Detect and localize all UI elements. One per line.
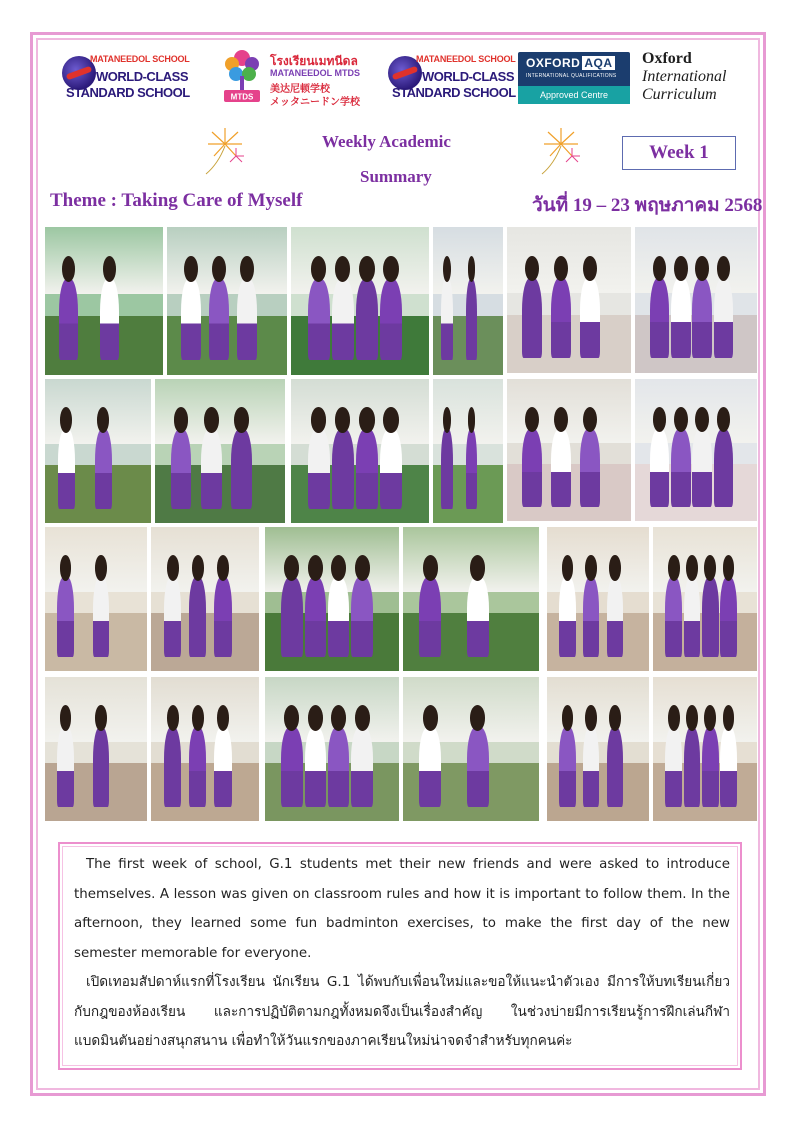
oic-line1: Oxford — [642, 50, 692, 67]
photo-student-writing — [506, 378, 632, 522]
photo-scouts-2 — [402, 526, 540, 672]
photo-students-badminton-3 — [290, 378, 430, 524]
photo-badminton-court-5 — [44, 676, 148, 822]
photo-badminton-court-4 — [652, 526, 758, 672]
photo-badminton-court-6 — [150, 676, 260, 822]
oxford-curriculum-logo — [642, 50, 726, 104]
school-logo-line2: STANDARD SCHOOL — [66, 85, 190, 100]
photo-students-praying — [44, 378, 152, 524]
school-logo-line1: WORLD-CLASS — [96, 69, 188, 84]
mtds-japanese-name: メッタニードン学校 — [270, 97, 360, 108]
photo-student-classwork — [634, 378, 758, 522]
oxford-aqa-subtitle: INTERNATIONAL QUALIFICATIONS — [526, 73, 617, 79]
oic-line2: International — [642, 68, 727, 85]
date-range: วันที่ 19 – 23 พฤษภาคม 2568 — [532, 195, 763, 216]
school-logo-title: MATANEEDOL SCHOOL — [90, 54, 190, 64]
photo-scouts-1 — [264, 526, 400, 672]
photo-badminton-court-2 — [150, 526, 260, 672]
firework-icon — [198, 124, 252, 178]
oxford-aqa-approved: Approved Centre — [518, 86, 630, 104]
photo-outdoor-assembly — [44, 226, 164, 376]
mtds-badge-text: MTDS — [230, 92, 254, 102]
school-logo-title: MATANEEDOL SCHOOL — [416, 54, 516, 64]
oxford-aqa-logo — [518, 52, 630, 104]
theme-title: Theme : Taking Care of Myself — [50, 190, 303, 211]
photo-line-up-2 — [402, 676, 540, 822]
week-label: Week 1 — [622, 136, 736, 170]
mtds-english-name: MATANEEDOL MTDS — [270, 68, 360, 78]
oxford-aqa-title: OXFORD AQA — [526, 56, 613, 70]
photo-student-badminton-2 — [432, 226, 504, 376]
photo-students-group — [154, 378, 286, 524]
photo-students-badminton-1 — [290, 226, 430, 376]
mtds-flower-icon — [220, 44, 264, 104]
photo-classroom-desks — [634, 226, 758, 374]
photo-badminton-court-8 — [652, 676, 758, 822]
summary-english: The first week of school, G.1 students met their new friends and were asked to introduce themselves. A lesson was given on classroom rules and how it is important to follow them. In the afternoon, they learned some fun badminton exercises, to make the first day of the new semester memorable for everyone. — [74, 857, 730, 961]
photo-classroom-teacher — [506, 226, 632, 374]
photo-line-up-1 — [264, 676, 400, 822]
photo-badminton-court-1 — [44, 526, 148, 672]
summary-thai: เปิดเทอมสัปดาห์แรกที่โรงเรียน นักเรียน G.1 ได้พบกับเพื่อนใหม่และขอให้แนะนำตัวเอง มีการให้บทเรียนเกี่ยวกับกฎของห้องเรียน และการปฏิบัติตามกฎทั้งหมดจึงเป็นเรื่องสำคัญ ในช่วงบ่ายมีการเรียนรู้การฝึกเล่นกีฬาแบดมินตันอย่างสนุกสนาน เพื่อทำให้วันแรกของภาคเรียนใหม่น่าจดจำสำหรับทุกคนค่ะ — [74, 974, 730, 1049]
firework-icon — [534, 124, 588, 178]
photo-student-badminton-4 — [432, 378, 504, 524]
photo-badminton-court-7 — [546, 676, 650, 822]
summary-title-line2: Summary — [360, 167, 432, 186]
oic-line3: Curriculum — [642, 86, 717, 103]
photo-badminton-court-3 — [546, 526, 650, 672]
school-logo-line2: STANDARD SCHOOL — [392, 85, 516, 100]
photo-students-sitting — [166, 226, 288, 376]
mtds-chinese-name: 美达尼顿学校 — [270, 84, 330, 95]
school-logo-line1: WORLD-CLASS — [422, 69, 514, 84]
summary-title-line1: Weekly Academic — [322, 132, 451, 151]
mtds-thai-name: โรงเรียนเมทนีดล — [270, 54, 358, 68]
